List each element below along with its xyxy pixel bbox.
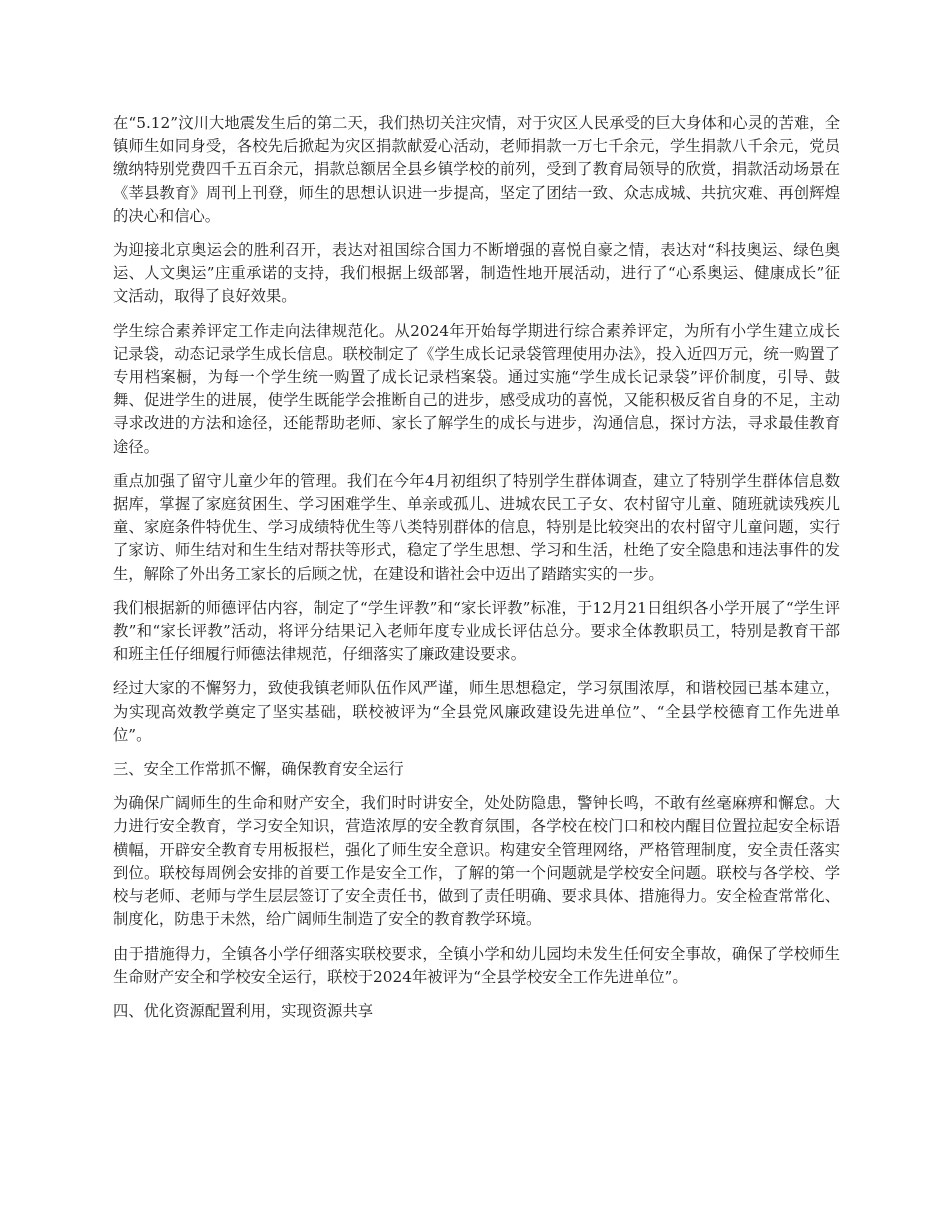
document-page <box>113 112 840 1034</box>
paragraph-olympics-activity: 为迎接北京奥运会的胜利召开，表达对祖国综合国力不断增强的喜悦自豪之情，表达对“科技奥运、绿色奥运、人文奥运”庄重承诺的支持，我们根据上级部署，制造性地开展活动，进行了“心系奥运、健康成长”征文活动，取得了良好效果。 <box>113 241 840 306</box>
section-heading-resources: 四、优化资源配置利用，实现资源共享 <box>113 1001 374 1020</box>
paragraph-earthquake-donation: 在“5.12”汶川大地震发生后的第二天，我们热切关注灾情，对于灾区人民承受的巨大身体和心灵的苦难，全镇师生如同身受，各校先后掀起为灾区捐款献爱心活动，老师捐款一万七千余元，学生捐款八千余元，党员缴纳特别党费四千五百余元，捐款总额居全县乡镇学校的前列，受到了教育局领导的欣赏，捐款活动场景在《莘县教育》周刊上刊登，师生的思想认识进一步提高，坚定了团结一致、众志成城、共抗灾难、再创辉煌的决心和信心。 <box>113 114 840 225</box>
paragraph-safety-results: 由于措施得力，全镇各小学仔细落实联校要求，全镇小学和幼儿园均未发生任何安全事故，确保了学校师生生命财产安全和学校安全运行，联校于2024年被评为“全县学校安全工作先进单位”。 <box>113 944 840 986</box>
paragraph-safety-work: 为确保广阔师生的生命和财产安全，我们时时讲安全，处处防隐患，警钟长鸣，不敢有丝毫麻痹和懈怠。大力进行安全教育，学习安全知识，营造浓厚的安全教育氛围，各学校在校门口和校内醒目位置拉起安全标语横幅，开辟安全教育专用板报栏，强化了师生安全意识。构建安全管理网络，严格管理制度，安全责任落实到位。联校每周例会安排的首要工作是安全工作，了解的第一个问题就是学校安全问题。联校与各学校、学校与老师、老师与学生层层签订了安全责任书，做到了责任明确、要求具体、措施得力。安全检查常常化、制度化，防患于未然，给广阔师生制造了安全的教育教学环境。 <box>113 794 840 929</box>
paragraph-teacher-team-results: 经过大家的不懈努力，致使我镇老师队伍作风严谨，师生思想稳定，学习氛围浓厚，和谐校园已基本建立，为实现高效教学奠定了坚实基础，联校被评为“全县党风廉政建设先进单位”、“全县学校德育工作先进单位”。 <box>113 679 840 744</box>
paragraph-left-behind-children: 重点加强了留守儿童少年的管理。我们在今年4月初组织了特别学生群体调查，建立了特别学生群体信息数据库，掌握了家庭贫困生、学习困难学生、单亲或孤儿、进城农民工子女、农村留守儿童、随班就读残疾儿童、家庭条件特优生、学习成绩特优生等八类特别群体的信息，特别是比较突出的农村留守儿童问题，实行了家访、师生结对和生生结对帮扶等形式，稳定了学生思想、学习和生活，杜绝了安全隐患和违法事件的发生，解除了外出务工家长的后顾之忧，在建设和谐社会中迈出了踏踏实实的一步。 <box>113 471 840 583</box>
paragraph-growth-records: 学生综合素养评定工作走向法律规范化。从2024年开始每学期进行综合素养评定，为所有小学生建立成长记录袋，动态记录学生成长信息。联校制定了《学生成长记录袋管理使用办法》，投入近四万元，统一购置了专用档案橱，为每一个学生统一购置了成长记录档案袋。通过实施“学生成长记录袋”评价制度，引导、鼓舞、促进学生的进展，使学生既能学会推断自己的进步，感受成功的喜悦，又能积极反省自身的不足，主动寻求改进的方法和途径，还能帮助老师、家长了解学生的成长与进步，沟通信息，探讨方法，寻求最佳教育途径。 <box>113 321 840 456</box>
section-heading-safety: 三、安全工作常抓不懈，确保教育安全运行 <box>113 760 404 779</box>
paragraph-teacher-ethics: 我们根据新的师德评估内容，制定了“学生评教”和“家长评教”标准，于12月21日组织各小学开展了“学生评教”和“家长评教”活动，将评分结果记入老师年度专业成长评估总分。要求全体教职员工，特别是教育干部和班主任仔细履行师德法律规范，仔细落实了廉政建设要求。 <box>113 598 840 664</box>
